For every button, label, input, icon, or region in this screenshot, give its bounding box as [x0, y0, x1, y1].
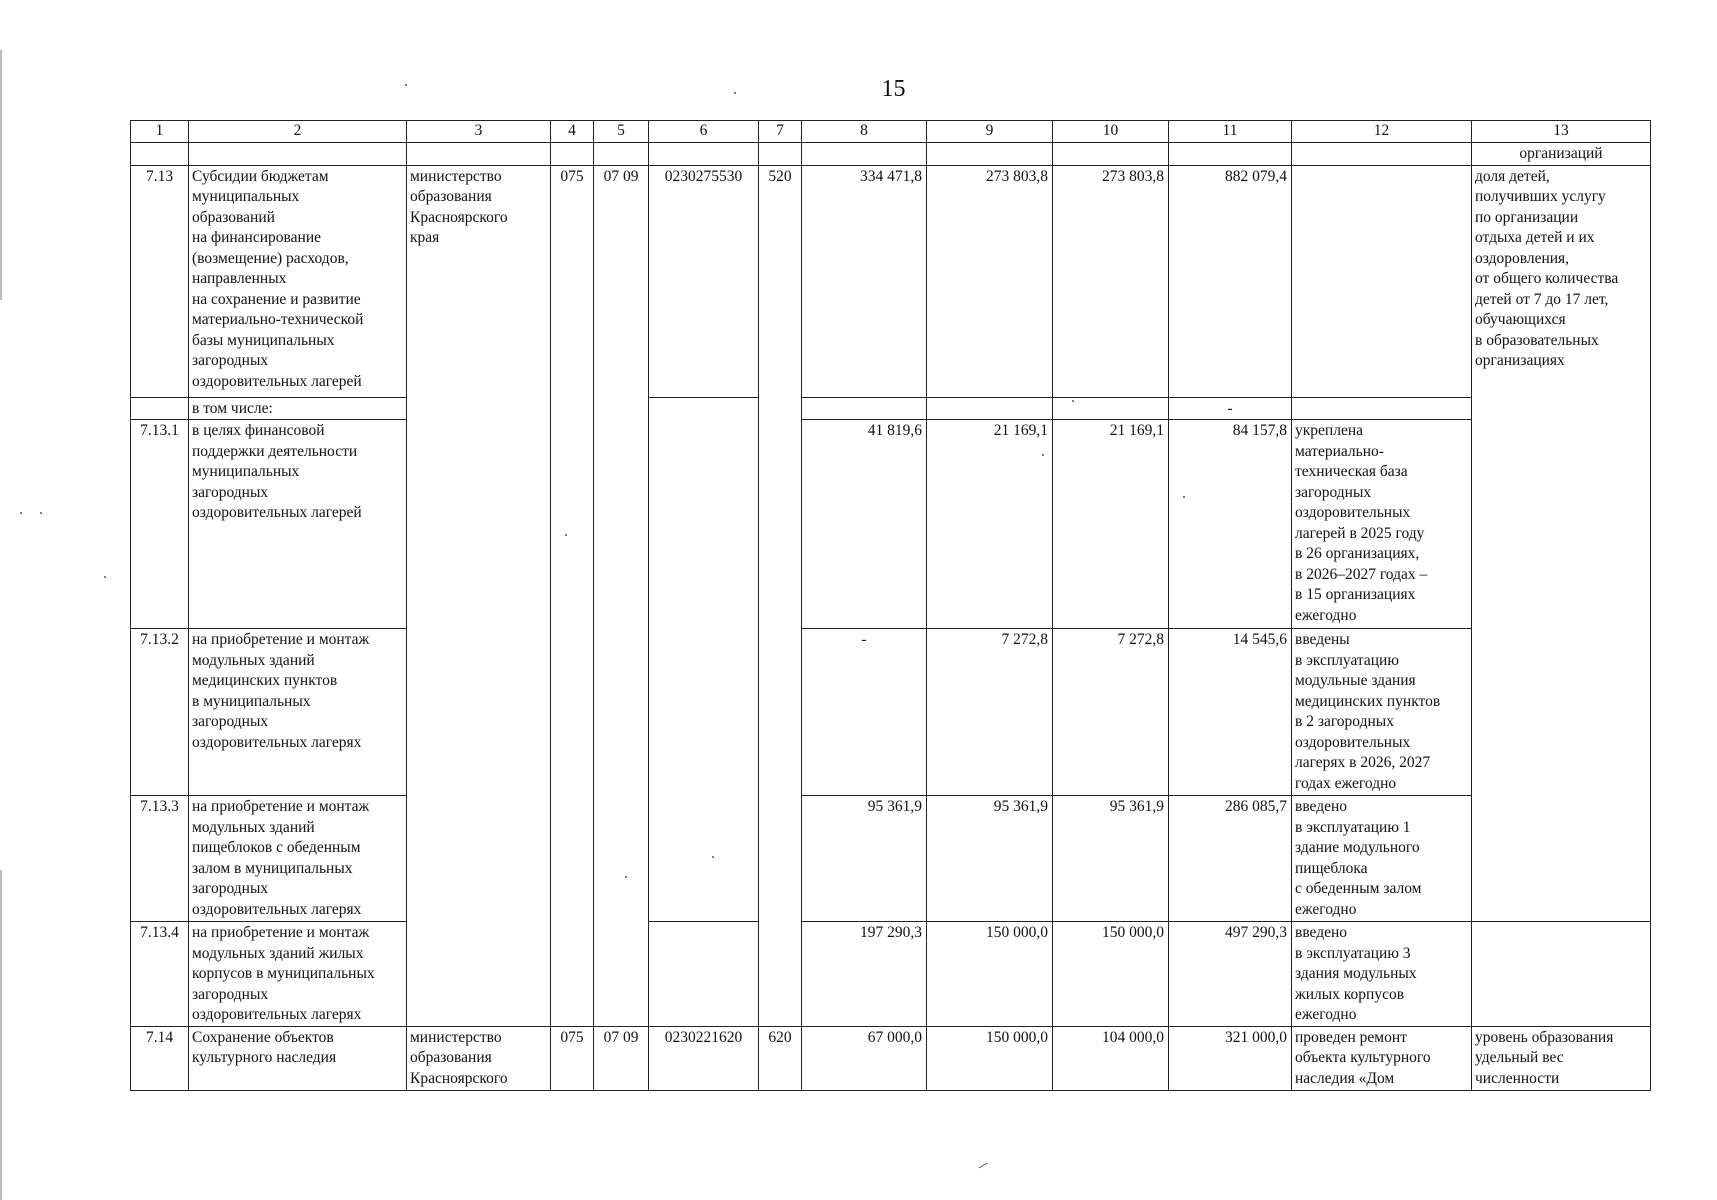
value-2027: 150 000,0 [1053, 922, 1169, 1027]
row-number: 7.13.4 [131, 922, 189, 1027]
value-2025: 334 471,8 [802, 165, 927, 397]
row-number: 7.13.3 [131, 796, 189, 922]
scan-speck [40, 512, 42, 514]
table-row-7-13 [131, 165, 1651, 397]
rzpr-code: 07 09 [594, 165, 649, 1026]
result-cell: введено в эксплуатацию 3 здания модульных жилых корпусов ежегодно [1292, 922, 1472, 1027]
table-row-7-13-4 [131, 922, 1651, 1027]
value-total: 882 079,4 [1169, 165, 1292, 397]
value-2025: 67 000,0 [802, 1026, 927, 1090]
indicator-cell: уровень образования удельный вес численности [1472, 1026, 1651, 1090]
vr-code: 520 [759, 165, 802, 1026]
row-name: Субсидии бюджетам муниципальных образований на финансирование (возмещение) расходов, направленных на сохранение и развитие материально-технической базы муниципальных загородных оздоровительных лагерей [189, 165, 407, 397]
page-number: 15 [881, 76, 906, 102]
including-label: в том числе: [189, 397, 407, 420]
row-number: 7.14 [131, 1026, 189, 1090]
continuation-row [131, 143, 1651, 166]
result-cell: введено в эксплуатацию 1 здание модульного пищеблока с обеденным залом ежегодно [1292, 796, 1472, 922]
result-cell: введены в эксплуатацию модульные здания медицинских пунктов в 2 загородных оздоровительных лагерях в 2026, 2027 годах ежегодно [1292, 629, 1472, 796]
value-2025: 197 290,3 [802, 922, 927, 1027]
result-cell [1292, 165, 1472, 397]
scan-mark [978, 1163, 987, 1169]
value-2027: 95 361,9 [1053, 796, 1169, 922]
value-total: 286 085,7 [1169, 796, 1292, 922]
value-2026: 21 169,1 [927, 420, 1053, 629]
row-number: 7.13 [131, 165, 189, 397]
row-name: в целях финансовой поддержки деятельности муниципальных загородных оздоровительных лагерей [189, 420, 407, 629]
table-row-7-14 [131, 1026, 1651, 1090]
header-col-4: 4 [551, 121, 594, 143]
value-2026: 7 272,8 [927, 629, 1053, 796]
value-total: 14 545,6 [1169, 629, 1292, 796]
header-col-6: 6 [649, 121, 759, 143]
scan-speck [625, 876, 627, 878]
value-2026: 273 803,8 [927, 165, 1053, 397]
scan-speck [734, 92, 736, 94]
table-row-7-13-3 [131, 796, 1651, 922]
value-2025: 41 819,6 [802, 420, 927, 629]
value-2026: 150 000,0 [927, 1026, 1053, 1090]
header-row [131, 121, 1651, 143]
value-2026: 150 000,0 [927, 922, 1053, 1027]
scan-speck [1183, 496, 1185, 498]
row-name: Сохранение объектов культурного наследия [189, 1026, 407, 1090]
table-row-7-13-2 [131, 629, 1651, 796]
row-number: 7.13.2 [131, 629, 189, 796]
scan-speck [1072, 400, 1074, 402]
header-col-10: 10 [1053, 121, 1169, 143]
header-col-8: 8 [802, 121, 927, 143]
budget-table [130, 120, 1651, 1091]
value-2025: - [802, 629, 927, 796]
grbs-code: 075 [551, 165, 594, 1026]
csr-code: 0230275530 [649, 165, 759, 397]
table-row-7-13-1 [131, 420, 1651, 629]
continuation-indicator: организаций [1472, 143, 1651, 166]
scan-speck [1042, 454, 1044, 456]
scan-speck [565, 534, 567, 536]
row-name: на приобретение и монтаж модульных зданий пищеблоков с обеденным залом в муниципальных загородных оздоровительных лагерях [189, 796, 407, 922]
row-number: 7.13.1 [131, 420, 189, 629]
header-col-13: 13 [1472, 121, 1651, 143]
result-cell: укреплена материально- техническая база загородных оздоровительных лагерей в 2025 году в 26 организациях, в 2026–2027 годах – в 15 организациях ежегодно [1292, 420, 1472, 629]
value-total: 321 000,0 [1169, 1026, 1292, 1090]
header-col-5: 5 [594, 121, 649, 143]
value-2027: 273 803,8 [1053, 165, 1169, 397]
value-2026: 95 361,9 [927, 796, 1053, 922]
value-2027: 21 169,1 [1053, 420, 1169, 629]
including-dash: - [1169, 397, 1292, 420]
csr-code-blank [649, 922, 759, 1027]
indicator-cell: доля детей, получивших услугу по организации отдыха детей и их оздоровления, от общего количества детей от 7 до 17 лет, обучающихся в образовательных организациях [1472, 165, 1651, 922]
vr-code: 620 [759, 1026, 802, 1090]
scan-edge-bottom [0, 870, 2, 1200]
executor-cell: министерство образования Красноярского [407, 1026, 551, 1090]
csr-code-blank [649, 397, 759, 922]
header-col-12: 12 [1292, 121, 1472, 143]
indicator-cell-blank [1472, 922, 1651, 1027]
scan-speck [712, 856, 714, 858]
grbs-code: 075 [551, 1026, 594, 1090]
scan-speck [104, 576, 106, 578]
header-col-11: 11 [1169, 121, 1292, 143]
value-2027: 7 272,8 [1053, 629, 1169, 796]
csr-code: 0230221620 [649, 1026, 759, 1090]
scan-speck [405, 84, 407, 86]
row-name: на приобретение и монтаж модульных зданий жилых корпусов в муниципальных загородных оздоровительных лагерях [189, 922, 407, 1027]
result-cell: проведен ремонт объекта культурного наследия «Дом [1292, 1026, 1472, 1090]
value-total: 84 157,8 [1169, 420, 1292, 629]
value-2025: 95 361,9 [802, 796, 927, 922]
header-col-3: 3 [407, 121, 551, 143]
executor-cell: министерство образования Красноярского края [407, 165, 551, 1026]
scan-speck [20, 512, 22, 514]
row-name: на приобретение и монтаж модульных зданий медицинских пунктов в муниципальных загородных оздоровительных лагерях [189, 629, 407, 796]
value-2027: 104 000,0 [1053, 1026, 1169, 1090]
header-col-7: 7 [759, 121, 802, 143]
value-total: 497 290,3 [1169, 922, 1292, 1027]
header-col-9: 9 [927, 121, 1053, 143]
table-row-including [131, 397, 1651, 420]
rzpr-code: 07 09 [594, 1026, 649, 1090]
header-col-2: 2 [189, 121, 407, 143]
header-col-1: 1 [131, 121, 189, 143]
